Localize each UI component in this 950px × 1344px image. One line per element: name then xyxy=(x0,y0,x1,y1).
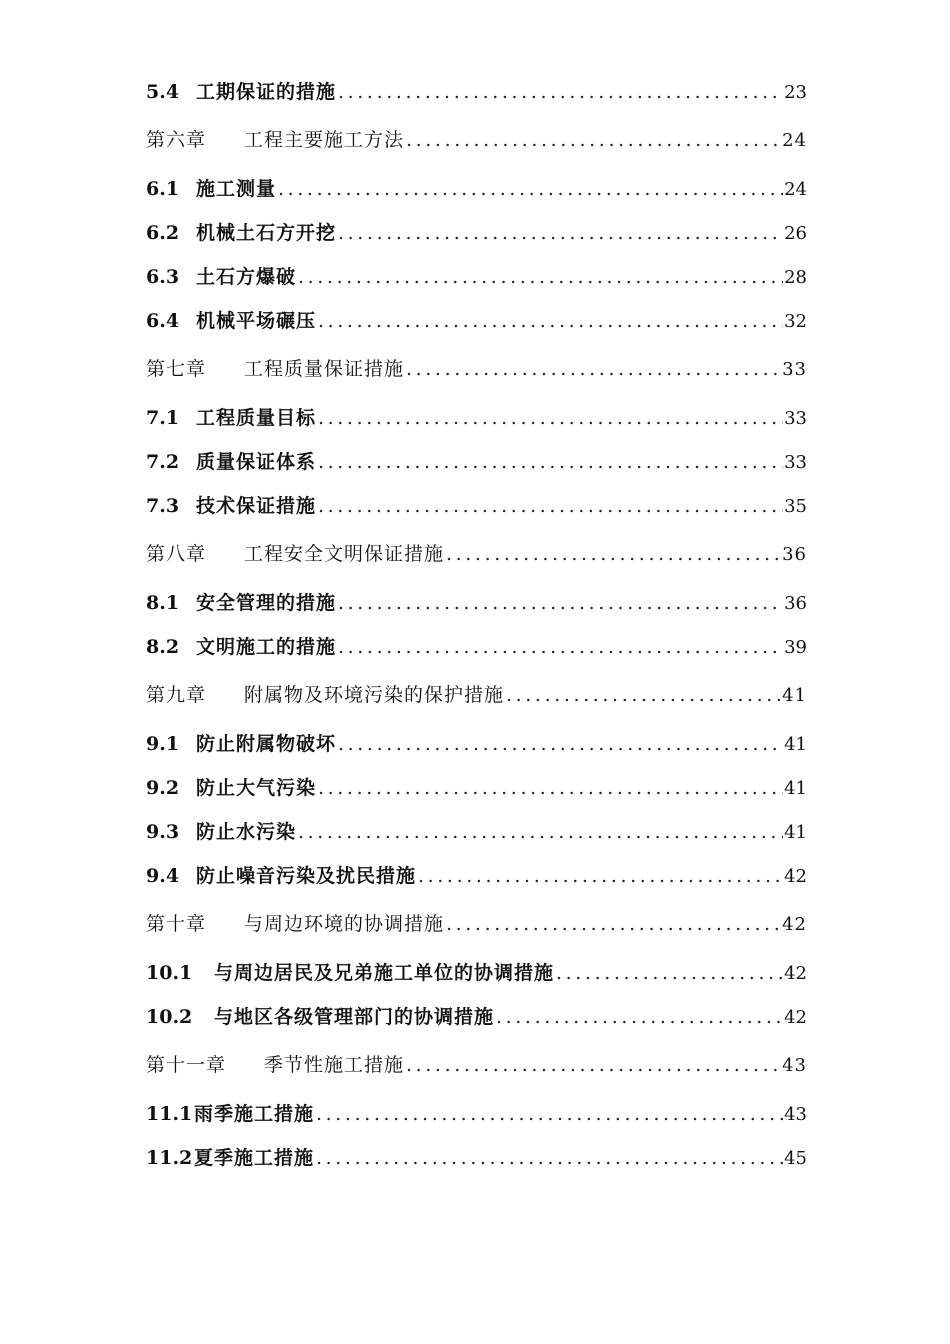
toc-entry-title: 防止噪音污染及扰民措施 xyxy=(196,865,417,887)
toc-chapter-page: 43 xyxy=(782,1055,807,1076)
toc-entry-title: 工期保证的措施 xyxy=(196,81,337,103)
toc-entry[interactable] xyxy=(146,299,807,343)
toc-entry[interactable] xyxy=(146,1092,807,1136)
toc-chapter-title: 附属物及环境污染的保护措施 xyxy=(244,684,505,706)
toc-entry-title: 施工测量 xyxy=(196,178,277,200)
toc-entry-number: 8.2 xyxy=(146,636,180,658)
toc-entry-number: 10.2 xyxy=(146,1006,193,1028)
toc-entry-title: 与周边居民及兄弟施工单位的协调措施 xyxy=(214,962,555,984)
toc-dot-leader xyxy=(336,581,783,625)
toc-entry[interactable] xyxy=(146,396,807,440)
toc-entry-number: 11.2 xyxy=(146,1147,193,1169)
toc-dot-leader xyxy=(404,343,782,396)
toc-entry-number: 6.4 xyxy=(146,310,180,332)
toc-entry[interactable] xyxy=(146,810,807,854)
toc-entry-page: 26 xyxy=(784,223,807,244)
toc-dot-leader xyxy=(296,255,783,299)
toc-entry-page: 28 xyxy=(784,267,807,288)
toc-entry-page: 36 xyxy=(784,593,807,614)
toc-chapter-number: 第十章 xyxy=(146,913,207,935)
toc-entry-number: 6.1 xyxy=(146,178,180,200)
toc-entry-number: 10.1 xyxy=(146,962,193,984)
toc-chapter-page: 42 xyxy=(782,914,807,935)
toc-entry-title: 文明施工的措施 xyxy=(196,636,337,658)
toc-entry-number: 6.3 xyxy=(146,266,180,288)
toc-chapter-number: 第九章 xyxy=(146,684,207,706)
toc-entry-number: 9.4 xyxy=(146,865,180,887)
toc-entry-title: 技术保证措施 xyxy=(196,495,317,517)
toc-dot-leader xyxy=(444,528,782,581)
toc-entry-number: 9.3 xyxy=(146,821,180,843)
toc-entry-page: 42 xyxy=(784,963,807,984)
toc-dot-leader xyxy=(336,70,783,114)
toc-chapter-title: 工程主要施工方法 xyxy=(244,129,405,151)
toc-chapter[interactable] xyxy=(146,114,807,167)
toc-dot-leader xyxy=(336,211,783,255)
toc-entry[interactable] xyxy=(146,70,807,114)
toc-entry-page: 35 xyxy=(784,496,807,517)
toc-entry-title: 雨季施工措施 xyxy=(194,1103,315,1125)
toc-entry[interactable] xyxy=(146,440,807,484)
toc-entry[interactable] xyxy=(146,255,807,299)
toc-chapter-title: 季节性施工措施 xyxy=(264,1054,405,1076)
toc-entry-page: 42 xyxy=(784,1007,807,1028)
toc-dot-leader xyxy=(404,114,782,167)
toc-chapter-number: 第六章 xyxy=(146,129,207,151)
toc-entry-number: 7.2 xyxy=(146,451,180,473)
toc-entry-number: 9.2 xyxy=(146,777,180,799)
toc-entry[interactable] xyxy=(146,167,807,211)
toc-entry[interactable] xyxy=(146,1136,807,1180)
toc-entry-title: 工程质量目标 xyxy=(196,407,317,429)
toc-dot-leader xyxy=(444,898,782,951)
toc-dot-leader xyxy=(316,299,783,343)
toc-entry-page: 39 xyxy=(784,637,807,658)
toc-chapter-title: 工程安全文明保证措施 xyxy=(244,543,445,565)
toc-dot-leader xyxy=(314,1136,783,1180)
toc-entry-title: 防止大气污染 xyxy=(196,777,317,799)
toc-entry[interactable] xyxy=(146,581,807,625)
toc-entry-page: 41 xyxy=(784,822,807,843)
toc-entry[interactable] xyxy=(146,766,807,810)
toc-entry-page: 41 xyxy=(784,778,807,799)
toc-entry-number: 5.4 xyxy=(146,81,180,103)
toc-chapter-title: 与周边环境的协调措施 xyxy=(244,913,445,935)
toc-entry-page: 33 xyxy=(784,452,807,473)
toc-chapter[interactable] xyxy=(146,528,807,581)
toc-entry-page: 41 xyxy=(784,734,807,755)
toc-chapter-number: 第十一章 xyxy=(146,1054,227,1076)
toc-entry-title: 防止水污染 xyxy=(196,821,297,843)
toc-entry-number: 11.1 xyxy=(146,1103,193,1125)
toc-chapter[interactable] xyxy=(146,343,807,396)
toc-entry[interactable] xyxy=(146,951,807,995)
toc-chapter[interactable] xyxy=(146,669,807,722)
toc-entry-number: 6.2 xyxy=(146,222,180,244)
toc-entry-number: 7.3 xyxy=(146,495,180,517)
toc-entry-number: 8.1 xyxy=(146,592,180,614)
table-of-contents xyxy=(146,70,807,1180)
toc-entry-page: 23 xyxy=(784,82,807,103)
toc-entry-page: 42 xyxy=(784,866,807,887)
toc-chapter-page: 41 xyxy=(782,685,807,706)
toc-chapter[interactable] xyxy=(146,1039,807,1092)
toc-chapter-title: 工程质量保证措施 xyxy=(244,358,405,380)
toc-dot-leader xyxy=(316,766,783,810)
toc-chapter-page: 24 xyxy=(782,130,807,151)
toc-entry-title: 安全管理的措施 xyxy=(196,592,337,614)
toc-entry-number: 9.1 xyxy=(146,733,180,755)
toc-entry-title: 质量保证体系 xyxy=(196,451,317,473)
toc-entry[interactable] xyxy=(146,995,807,1039)
toc-entry[interactable] xyxy=(146,484,807,528)
toc-entry[interactable] xyxy=(146,722,807,766)
toc-entry[interactable] xyxy=(146,854,807,898)
toc-dot-leader xyxy=(554,951,783,995)
toc-entry-title: 机械土石方开挖 xyxy=(196,222,337,244)
toc-dot-leader xyxy=(316,396,783,440)
toc-dot-leader xyxy=(404,1039,782,1092)
toc-entry-number: 7.1 xyxy=(146,407,180,429)
toc-dot-leader xyxy=(336,625,783,669)
toc-chapter-page: 36 xyxy=(782,544,807,565)
toc-entry-page: 43 xyxy=(784,1104,807,1125)
toc-chapter-page: 33 xyxy=(782,359,807,380)
toc-dot-leader xyxy=(336,722,783,766)
toc-entry-page: 33 xyxy=(784,408,807,429)
toc-entry[interactable] xyxy=(146,211,807,255)
toc-dot-leader xyxy=(316,440,783,484)
toc-entry-title: 防止附属物破坏 xyxy=(196,733,337,755)
toc-dot-leader xyxy=(314,1092,783,1136)
toc-dot-leader xyxy=(316,484,783,528)
toc-entry-title: 机械平场碾压 xyxy=(196,310,317,332)
toc-entry-title: 夏季施工措施 xyxy=(194,1147,315,1169)
toc-dot-leader xyxy=(276,167,783,211)
toc-dot-leader xyxy=(296,810,783,854)
toc-dot-leader xyxy=(416,854,783,898)
toc-entry-page: 32 xyxy=(784,311,807,332)
toc-entry-page: 24 xyxy=(784,179,807,200)
toc-chapter-number: 第八章 xyxy=(146,543,207,565)
toc-dot-leader xyxy=(494,995,783,1039)
toc-entry-title: 与地区各级管理部门的协调措施 xyxy=(214,1006,495,1028)
toc-entry-page: 45 xyxy=(784,1148,807,1169)
toc-entry[interactable] xyxy=(146,625,807,669)
toc-dot-leader xyxy=(504,669,782,722)
toc-entry-title: 土石方爆破 xyxy=(196,266,297,288)
toc-chapter[interactable] xyxy=(146,898,807,951)
toc-chapter-number: 第七章 xyxy=(146,358,207,380)
